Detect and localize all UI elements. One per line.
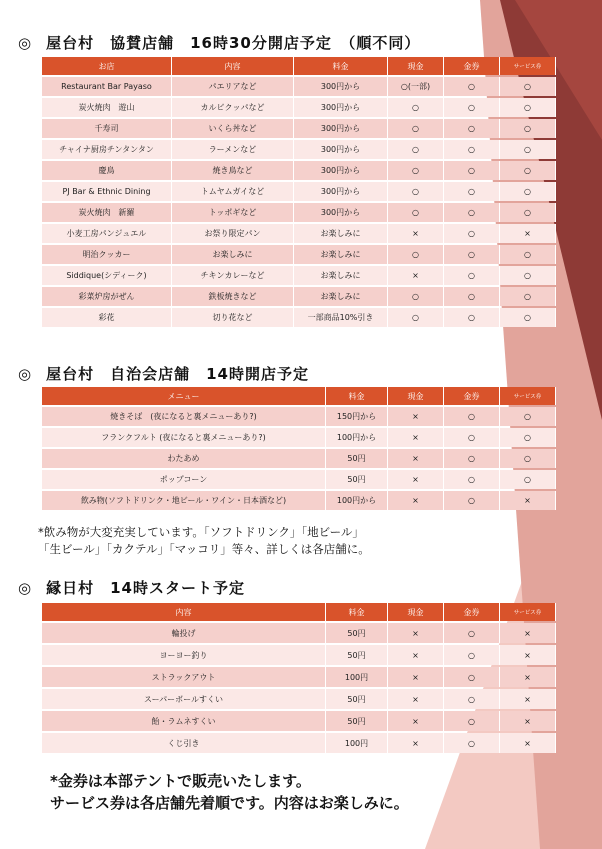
table-cell: 切り花など: [172, 308, 294, 327]
table-cell: 焼き鳥など: [172, 161, 294, 180]
table-cell: 50円: [326, 689, 388, 709]
table-cell: ○: [444, 667, 500, 687]
table-cell: ラーメンなど: [172, 140, 294, 159]
table-cell: ○: [444, 161, 500, 180]
table-cell: ヨーヨー釣り: [42, 645, 326, 665]
header-price: 料金: [326, 387, 388, 405]
table-cell: ○: [500, 428, 556, 447]
table-cell: ○: [388, 98, 444, 117]
table-cell: お楽しみに: [172, 245, 294, 264]
table-header-row: [42, 387, 556, 405]
table-cell: ○: [444, 623, 500, 643]
table-cell: ○: [388, 308, 444, 327]
header-service-ticket: サービス券: [500, 57, 556, 75]
table-cell: ○: [388, 287, 444, 306]
table-cell: お楽しみに: [294, 266, 388, 285]
table-cell: 50円: [326, 623, 388, 643]
table-cell: ○: [500, 161, 556, 180]
table-cell: ×: [388, 689, 444, 709]
table-row: [42, 161, 556, 180]
table-row: [42, 711, 556, 731]
table-cell: ○: [444, 245, 500, 264]
table-cell: カルビクッパなど: [172, 98, 294, 117]
drinks-note: [38, 524, 370, 558]
community-stalls-table: [42, 385, 556, 512]
table-cell: ポップコーン: [42, 470, 326, 489]
table-row: [42, 287, 556, 306]
table-cell: ○: [500, 407, 556, 426]
header-price: 料金: [294, 57, 388, 75]
table-cell: チャイナ厨房チンタンタン: [42, 140, 172, 159]
sponsor-stalls-table: [42, 55, 556, 329]
header-voucher: 金券: [444, 57, 500, 75]
table-cell: ○: [500, 182, 556, 201]
table-row: [42, 407, 556, 426]
table-cell: ×: [500, 711, 556, 731]
table-cell: ○: [500, 266, 556, 285]
table-cell: ×: [388, 470, 444, 489]
section-title-fair-village: [18, 577, 245, 598]
table-cell: ×: [500, 224, 556, 243]
table-cell: ○(一部): [388, 77, 444, 96]
table-row: [42, 667, 556, 687]
table-cell: ○: [500, 119, 556, 138]
table-cell: PJ Bar & Ethnic Dining: [42, 182, 172, 201]
table-cell: ×: [500, 689, 556, 709]
header-service-ticket: サービス券: [500, 603, 556, 621]
table-cell: ×: [388, 667, 444, 687]
table-cell: ○: [500, 287, 556, 306]
table-cell: ○: [444, 182, 500, 201]
table-row: [42, 266, 556, 285]
table-cell: 炭火焼肉 遊山: [42, 98, 172, 117]
section-title-text: 縁日村 14時スタート予定: [46, 579, 245, 597]
table-row: [42, 224, 556, 243]
table-cell: 50円: [326, 449, 388, 468]
table-cell: 輪投げ: [42, 623, 326, 643]
table-cell: 飲み物(ソフトドリンク・地ビール・ワイン・日本酒など): [42, 491, 326, 510]
table-cell: ○: [444, 98, 500, 117]
table-cell: ×: [388, 224, 444, 243]
table-cell: ×: [388, 449, 444, 468]
table-cell: ○: [444, 428, 500, 447]
ticket-note-line2: サービス券は各店舗先着順です。内容はお楽しみに。: [50, 794, 409, 812]
table-row: [42, 449, 556, 468]
table-cell: ○: [388, 140, 444, 159]
table-row: [42, 428, 556, 447]
table-cell: 一部商品10%引き: [294, 308, 388, 327]
bullet-mark: ◎: [18, 579, 33, 597]
table-row: [42, 733, 556, 753]
table-cell: トッポギなど: [172, 203, 294, 222]
table-cell: ○: [444, 119, 500, 138]
drinks-note-line2: 「生ビール」「カクテル」「マッコリ」等々、詳しくは各店舗に。: [38, 542, 370, 556]
table-cell: 150円から: [326, 407, 388, 426]
table-row: [42, 623, 556, 643]
table-cell: 300円から: [294, 119, 388, 138]
table-row: [42, 140, 556, 159]
table-cell: 50円: [326, 645, 388, 665]
table-cell: ○: [500, 449, 556, 468]
table-cell: ○: [388, 203, 444, 222]
fair-village-table: [42, 601, 556, 755]
table-cell: スーパーボールすくい: [42, 689, 326, 709]
table-cell: ○: [444, 266, 500, 285]
table-cell: いくら丼など: [172, 119, 294, 138]
table-cell: 100円から: [326, 491, 388, 510]
table-row: [42, 470, 556, 489]
table-cell: パエリアなど: [172, 77, 294, 96]
table-cell: 小麦工房パンジュエル: [42, 224, 172, 243]
table-cell: ×: [388, 711, 444, 731]
table-cell: ○: [388, 161, 444, 180]
table-cell: ×: [388, 733, 444, 753]
table-cell: お楽しみに: [294, 224, 388, 243]
table-cell: ○: [444, 77, 500, 96]
table-cell: ○: [444, 203, 500, 222]
table-row: [42, 491, 556, 510]
table-cell: ×: [500, 645, 556, 665]
header-cash: 現金: [388, 57, 444, 75]
header-content: 内容: [42, 603, 326, 621]
header-voucher: 金券: [444, 387, 500, 405]
table-row: [42, 203, 556, 222]
table-cell: 300円から: [294, 161, 388, 180]
table-cell: お楽しみに: [294, 287, 388, 306]
table-cell: 100円: [326, 733, 388, 753]
table-cell: ○: [444, 224, 500, 243]
table-cell: ○: [388, 245, 444, 264]
table-cell: ○: [444, 407, 500, 426]
table-cell: 300円から: [294, 98, 388, 117]
table-cell: 50円: [326, 711, 388, 731]
header-price: 料金: [326, 603, 388, 621]
table-row: [42, 689, 556, 709]
header-cash: 現金: [388, 603, 444, 621]
section-title-community-stalls: [18, 363, 309, 384]
table-cell: 300円から: [294, 140, 388, 159]
table-cell: 彩菜炉房がぜん: [42, 287, 172, 306]
table-cell: Siddique(シディーク): [42, 266, 172, 285]
table-cell: ×: [388, 428, 444, 447]
bullet-mark: ◎: [18, 365, 33, 383]
table-cell: ○: [444, 711, 500, 731]
table-cell: 100円: [326, 667, 388, 687]
table-cell: ○: [500, 140, 556, 159]
table-cell: 300円から: [294, 182, 388, 201]
table-cell: ○: [444, 645, 500, 665]
section-title-sponsor-stalls: [18, 32, 420, 53]
table-row: [42, 308, 556, 327]
drinks-note-line1: *飲み物が大変充実しています。「ソフトドリンク」「地ビール」: [38, 525, 364, 539]
table-cell: 100円から: [326, 428, 388, 447]
table-cell: ○: [388, 182, 444, 201]
table-cell: ○: [444, 689, 500, 709]
table-cell: 50円: [326, 470, 388, 489]
table-cell: ×: [500, 623, 556, 643]
ticket-note: [50, 770, 409, 814]
table-header-row: [42, 603, 556, 621]
table-cell: ○: [500, 245, 556, 264]
table-cell: ○: [444, 140, 500, 159]
table-cell: ○: [500, 470, 556, 489]
table-cell: ○: [444, 449, 500, 468]
table-header-row: [42, 57, 556, 75]
table-cell: ×: [388, 623, 444, 643]
table-cell: ○: [444, 470, 500, 489]
header-content: 内容: [172, 57, 294, 75]
table-cell: 焼きそば (夜になると裏メニューあり?): [42, 407, 326, 426]
table-cell: ×: [500, 667, 556, 687]
table-cell: ○: [444, 733, 500, 753]
table-row: [42, 119, 556, 138]
table-cell: チキンカレーなど: [172, 266, 294, 285]
table-row: [42, 245, 556, 264]
table-row: [42, 77, 556, 96]
table-cell: わたあめ: [42, 449, 326, 468]
header-cash: 現金: [388, 387, 444, 405]
table-row: [42, 98, 556, 117]
table-cell: 300円から: [294, 203, 388, 222]
table-cell: ×: [388, 645, 444, 665]
header-shop: お店: [42, 57, 172, 75]
header-voucher: 金券: [444, 603, 500, 621]
table-cell: ×: [388, 266, 444, 285]
table-cell: ×: [388, 407, 444, 426]
table-cell: ○: [500, 308, 556, 327]
table-cell: ○: [500, 77, 556, 96]
table-cell: お楽しみに: [294, 245, 388, 264]
bullet-mark: ◎: [18, 34, 33, 52]
table-row: [42, 645, 556, 665]
table-cell: くじ引き: [42, 733, 326, 753]
table-cell: 炭火焼肉 新羅: [42, 203, 172, 222]
table-cell: ×: [500, 733, 556, 753]
section-title-text: 屋台村 自治会店舗 14時開店予定: [46, 365, 309, 383]
ticket-note-line1: *金券は本部テントで販売いたします。: [50, 772, 311, 790]
table-cell: 明治クッカー: [42, 245, 172, 264]
table-cell: 千寿司: [42, 119, 172, 138]
table-cell: ○: [444, 491, 500, 510]
table-cell: お祭り限定パン: [172, 224, 294, 243]
table-cell: 300円から: [294, 77, 388, 96]
table-cell: 慶鳥: [42, 161, 172, 180]
table-cell: トムヤムガイなど: [172, 182, 294, 201]
table-cell: フランクフルト (夜になると裏メニューあり?): [42, 428, 326, 447]
table-row: [42, 182, 556, 201]
table-cell: ○: [388, 119, 444, 138]
section-title-text: 屋台村 協賛店舗 16時30分開店予定 （順不同）: [46, 34, 421, 52]
header-service-ticket: サービス券: [500, 387, 556, 405]
table-cell: 鉄板焼きなど: [172, 287, 294, 306]
header-menu: メニュー: [42, 387, 326, 405]
table-cell: 飴・ラムネすくい: [42, 711, 326, 731]
table-cell: ○: [500, 203, 556, 222]
table-cell: ×: [388, 491, 444, 510]
table-cell: 彩花: [42, 308, 172, 327]
table-cell: ストラックアウト: [42, 667, 326, 687]
table-cell: Restaurant Bar Payaso: [42, 77, 172, 96]
table-cell: ○: [500, 98, 556, 117]
table-cell: ○: [444, 308, 500, 327]
table-cell: ○: [444, 287, 500, 306]
table-cell: ×: [500, 491, 556, 510]
